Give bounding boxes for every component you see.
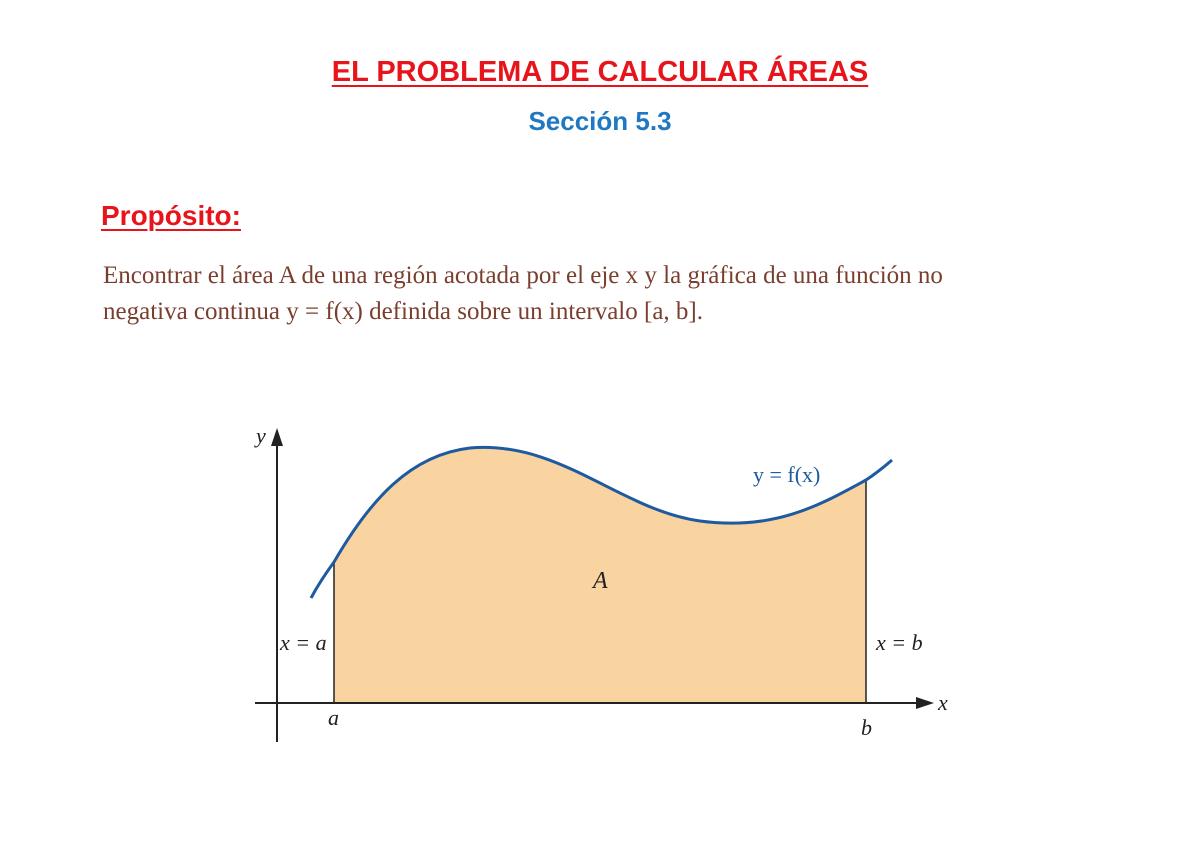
x-axis-label: x bbox=[938, 690, 948, 715]
x-axis-arrow bbox=[916, 697, 934, 709]
left-bound-label: x = a bbox=[280, 630, 327, 655]
page-title: EL PROBLEMA DE CALCULAR ÁREAS bbox=[331, 56, 869, 88]
b-tick-label: b bbox=[861, 715, 872, 740]
paragraph-line-2: negativa continua y = f(x) definida sobre un intervalo [a, b]. bbox=[103, 298, 703, 325]
a-tick-label: a bbox=[328, 705, 339, 730]
right-bound-label: x = b bbox=[876, 630, 923, 655]
section-subtitle: Sección 5.3 bbox=[528, 106, 672, 136]
purpose-heading: Propósito: bbox=[101, 200, 241, 231]
paragraph-line-1: Encontrar el área A de una región acotada por el eje x y la gráfica de una función no bbox=[103, 262, 943, 289]
region-label: A bbox=[593, 568, 608, 594]
y-axis-label: y bbox=[256, 423, 266, 448]
y-axis-arrow bbox=[271, 428, 283, 446]
curve-label: y = f(x) bbox=[753, 462, 821, 487]
